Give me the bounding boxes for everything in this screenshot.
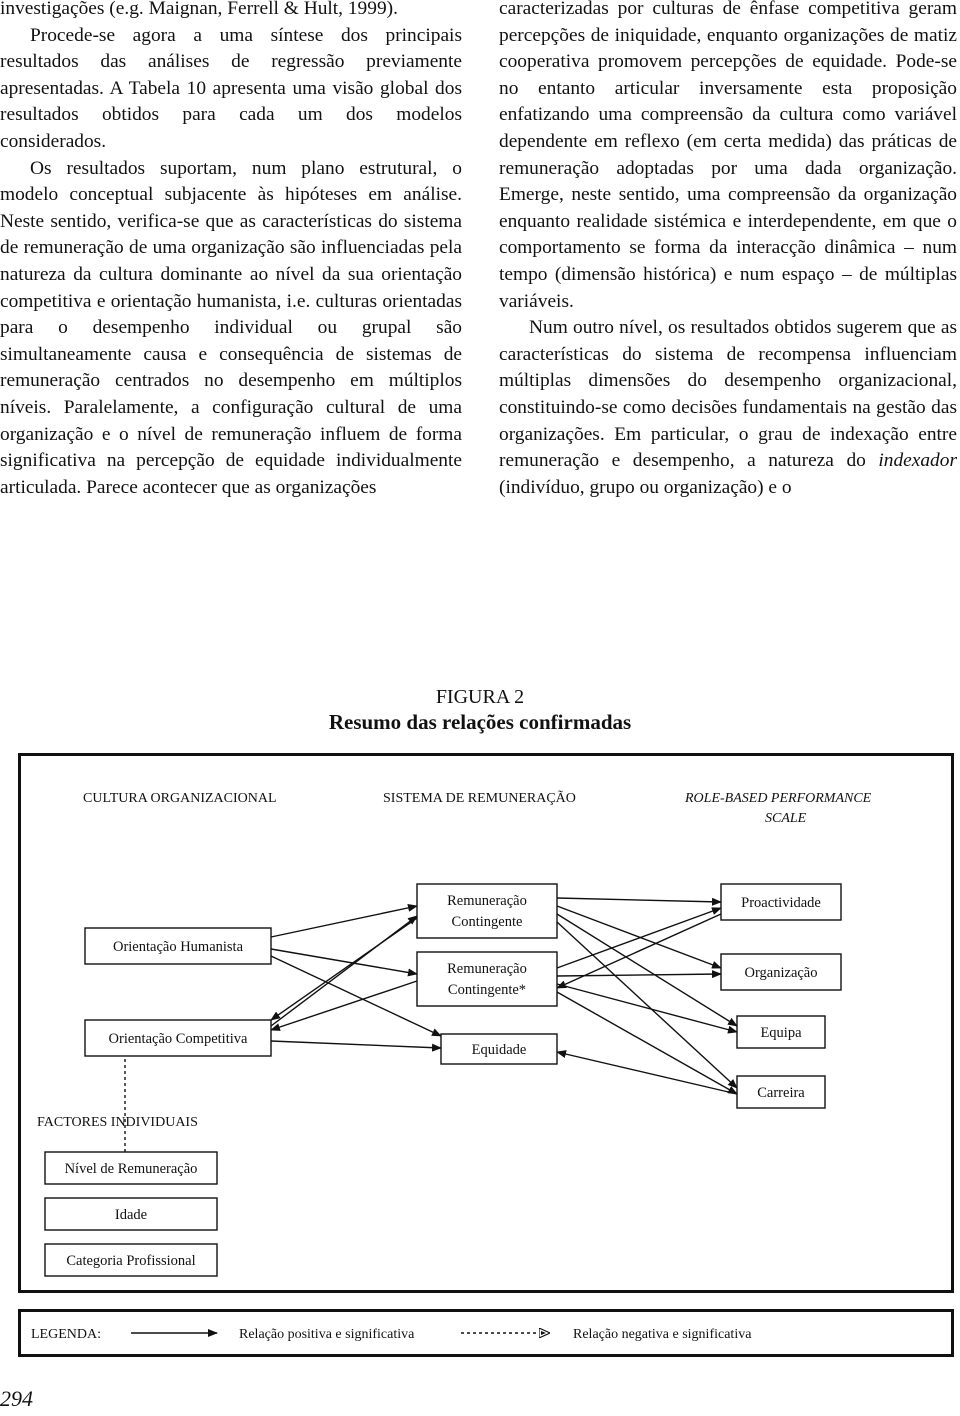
box-label: Proactividade: [741, 895, 821, 911]
header-cultura: CULTURA ORGANIZACIONAL: [83, 791, 277, 806]
box-label: Categoria Profissional: [66, 1253, 196, 1269]
header-factores: FACTORES INDIVIDUAIS: [37, 1115, 198, 1130]
box-label: Nível de Remuneração: [64, 1161, 198, 1177]
paragraph-text: (indivíduo, grupo ou organização) e o: [499, 476, 792, 498]
right-text-column: [499, 0, 957, 501]
arrow-remcont-proactividade: [557, 898, 721, 902]
arrow-competitiva-equidade: [271, 1041, 441, 1048]
diagram-canvas: [21, 756, 951, 1290]
legend-negative-label: Relação negativa e significativa: [573, 1327, 752, 1342]
header-role-2: SCALE: [765, 811, 807, 826]
legend-title: LEGENDA:: [31, 1327, 101, 1342]
arrow-remcontstar-organizacao: [557, 974, 721, 976]
figure-legend: [18, 1309, 954, 1357]
header-sistema: SISTEMA DE REMUNERAÇÃO: [383, 791, 576, 806]
box-label: Equipa: [760, 1025, 802, 1041]
arrow-proactividade-remcontstar: [557, 914, 721, 988]
box-label: Remuneração: [447, 961, 527, 977]
arrow-remcont-competitiva: [271, 918, 417, 1020]
legend-canvas: [21, 1312, 951, 1354]
paragraph: investigações (e.g. Maignan, Ferrell & Hult, 1999).: [0, 0, 398, 19]
box-label: Contingente*: [447, 982, 527, 998]
box-label: Idade: [114, 1207, 148, 1223]
paragraph: caracterizadas por culturas de ênfase competitiva geram percepções de iniquidade, enquanto organizações de matiz cooperativa promovem percepções de equidade. Pode-se no entanto articular inversamente esta proposição enfatizando uma compreensão da cultura como variável dependente em reflexo (em certa medida) das práticas de remuneração adoptadas por uma dada organização. Emerge, neste sentido, uma compreensão da organização enquanto realidade sistémica e interdependente, em que o comportamento se forma da interacção dinâmica – num tempo (dimensão histórica) e num espaço – de múltiplas variáveis.: [499, 0, 957, 312]
box-label: Contingente: [451, 914, 523, 930]
figure-label: FIGURA 2: [435, 686, 525, 708]
paragraph: [499, 315, 957, 501]
figure-diagram: [18, 753, 954, 1293]
paragraph-text: Num outro nível, os resultados obtidos sugerem que as características do sistema de recompensa influenciam múltiplas dimensões do desempenho organizacional, constituindo-se como decisões fundamentais na gestão das organizações. Em particular, o grau de indexação entre remuneração e desempenho, a natureza do: [499, 317, 957, 472]
figure-title: Resumo das relações confirmadas: [328, 710, 632, 734]
box-label: Orientação Competitiva: [108, 1031, 248, 1047]
arrow-humanista-equidade: [271, 956, 441, 1036]
page-number: 294: [0, 1386, 33, 1411]
paragraph: Os resultados suportam, num plano estrutural, o modelo conceptual subjacente às hipóteses em análise. Neste sentido, verifica-se que as características do sistema de remuneração de uma organização são influenciadas pela natureza da cultura dominante ao nível da sua orientação competitiva e orientação humanista, i.e. culturas orientadas para o desempenho individual ou grupal são simultaneamente causa e consequência de sistemas de remuneração centrados no desempenho em múltiplos níveis. Paralelamente, a configuração cultural de uma organização e o nível de remuneração influem de forma significativa na percepção de equidade individualmente articulada. Parece acontecer que as organizações: [0, 157, 462, 498]
header-role-1: ROLE-BASED PERFORMANCE: [685, 791, 872, 806]
legend-positive-label: Relação positiva e significativa: [239, 1327, 415, 1342]
box-label: Remuneração: [447, 893, 527, 909]
box-label: Equidade: [471, 1042, 527, 1058]
italic-term: indexador: [878, 450, 957, 472]
arrow-remcont-equipa: [557, 914, 737, 1026]
paragraph: Procede-se agora a uma síntese dos principais resultados das análises de regressão previamente apresentadas. A Tabela 10 apresenta uma visão global dos resultados obtidos para cada um dos modelos considerados.: [0, 24, 462, 152]
arrow-carreira-equidade: [557, 1052, 737, 1094]
box-label: Orientação Humanista: [112, 939, 244, 955]
left-text-column: [0, 0, 462, 501]
box-label: Carreira: [757, 1085, 805, 1101]
box-label: Organização: [744, 965, 818, 981]
